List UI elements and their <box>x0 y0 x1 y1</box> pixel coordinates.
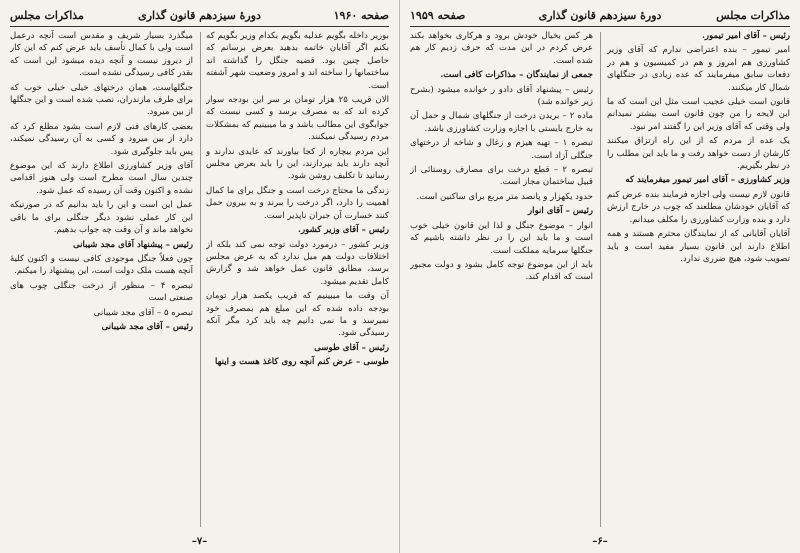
paragraph: امیر تیمور – بنده اعتراضی ندارم که آقای وزیر کشاورزی هم امروز و هم در کمیسیون و هم در دفعات سابق میفرمایند که عده زیادی در جنگلهای شمال کار میکنند. <box>607 45 790 93</box>
speaker-line: رئیس – آقای انوار <box>528 206 593 217</box>
page-label: صفحه ۱۹۵۹ <box>410 9 466 22</box>
column-divider <box>600 32 601 527</box>
speaker-line: رئیس – آقای طوسی <box>314 342 389 353</box>
paragraph: قانون لازم نیست ولی اجازه فرمایند بنده عرض کنم که آقایان خودشان مطلعند که چوب در خارج ارزش دارد و بنده وزارت کشاورزی را مکلف میدانم. <box>607 189 790 225</box>
speaker-line: رئیس – آقای وزیر کشور. <box>298 225 389 236</box>
paragraph: جنگلهاست، همان درختهای خیلی خیلی خوب که برای طرف مازندران، نصب شده است و این جنگلها از بین میرود. <box>10 82 193 118</box>
paragraph: یک عده از مردم که از این راه ارتزاق میکنند کارشان از دست خواهد رفت و ما باید این مطلب را در نظر بگیریم. <box>607 136 790 172</box>
page-number: –۶– <box>592 536 608 547</box>
closing-line: رئیس – آقای مجد شیبانی <box>101 321 193 332</box>
left-page-right-column <box>206 30 389 527</box>
speaker-line: جمعی از نمایندگان – مذاکرات کافی است. <box>440 70 593 81</box>
right-page <box>400 0 800 553</box>
paragraph: زندگی ما محتاج درخت است و جنگل برای ما کمال اهمیت را دارد، اگر درخت را ببرند و به بیرون حمل کنند خسارت آن جبران ناپذیر است. <box>206 185 389 221</box>
paragraph: انوار – موضوع جنگل و لذا این قانون خیلی خوب است و ما باید این را در نظر داشته باشیم که جنگلها سرمایه مملکت است. <box>410 220 593 256</box>
paragraph: آقایان آقایانی که از نمایندگان محترم هستند و همه اطلاع دارند این قانون بسیار مفید است و باید تصویب شود، هیچ ضرری ندارد. <box>607 229 790 264</box>
left-page-left-column <box>10 30 193 527</box>
publication-title: مذاکرات مجلس <box>716 9 790 22</box>
paragraph: بوزیر داخله بگویم عدلیه بگویم بکدام وزیر بگویم که بکنم اگر آقایان خاتمه بدهید بعرض برسانم که حاصل چنین بود. قضیه جنگل را گذاشته اند ساختمانها را ساخته اند و امروز وضعیت شهر آشفته است. <box>206 31 389 91</box>
right-page-right-column <box>607 30 790 527</box>
closing-line: طوسی – عرض کنم آنچه روی کاغذ هست و اینها <box>215 357 389 368</box>
right-page-header <box>410 8 790 27</box>
paragraph: ماده ۲ – بریدن درخت از جنگلهای شمال و حمل آن به خارج بایستی با اجازه وزارت کشاورزی باشد. <box>410 111 593 134</box>
paragraph: هر کس بخیال خودش برود و هرکاری بخواهد بکند عرض کردم در این مدت که حرف زدیم کار هم شده است. <box>410 31 593 66</box>
paragraph: این مردم بیچاره از کجا بیاورند که عایدی ندارند و آنچه دارند باید بپردازند، این را باید بعرض مجلس رسانید تا تکلیف روشن شود. <box>206 146 389 182</box>
section-title: دورهٔ سیزدهم قانون گذاری <box>538 9 662 22</box>
clause-item: تبصره ۵ – آقای مجد شیبانی <box>93 307 193 318</box>
paragraph: الان قریب ۲۵ هزار تومان بر سر این بودجه سوار کرده اند که به مصرف برسد و کسی نیست که جوابگوی این مطالب باشد و ما میبینیم که بمشکلات مردم رسیدگی نمیکنند. <box>206 95 389 143</box>
paragraph: عمل این است و این را باید بدانیم که در صورتیکه این کار عملی نشود دیگر جنگلی برای ما باقی نخواهد ماند و آن وقت چه جواب بدهیم. <box>10 200 193 236</box>
right-page-columns <box>410 30 790 527</box>
clause-item: تبصره ۴ – منظور از درخت جنگلی چوب های صنعتی است <box>10 280 193 304</box>
page-number: –۷– <box>191 536 208 547</box>
paragraph: چون فعلاً جنگل موجودی کافی نیست و اکنون کلیهٔ آنچه هست ملک دولت است، این پیشنهاد را میکنم. <box>10 253 193 277</box>
column-divider <box>200 32 201 527</box>
paragraph: حدود یکهزار و پانصد متر مربع برای ساکنین است. <box>416 191 593 202</box>
clause-item: تبصره ۲ – قطع درخت برای مصارف روستائی از قبیل ساختمان مجاز است. <box>410 165 593 188</box>
speaker-line: وزیر کشاورزی – آقای امیر تیمور میفرمایند که <box>625 175 790 186</box>
paragraph: باید از این موضوع توجه کامل بشود و دولت مجبور است که اقدام کند. <box>410 259 593 283</box>
speaker-line: رئیس – پیشنهاد آقای مجد شیبانی <box>72 239 193 250</box>
paragraph: آن وقت ما میبینیم که قریب یکصد هزار تومان بودجه داده شده که این مبلغ هم بمصرف خود نمیرسد و ما نمی دانیم چه باید کرد مگر آنکه رسیدگی شود. <box>206 291 389 339</box>
left-page-header <box>10 8 389 27</box>
publication-title: مذاکرات مجلس <box>10 9 84 22</box>
section-title: دورهٔ سیزدهم قانون گذاری <box>138 9 261 22</box>
clause-item: تبصره ۱ – تهیه هیزم و زغال و شاخه از درختهای جنگلی آزاد است. <box>410 138 593 161</box>
paragraph: بعضی کارهای فنی لازم است بشود مطلع کرد که دارد از بین میرود و کسی به آن رسیدگی نمیکند، پس باید جلوگیری شود. <box>10 121 193 157</box>
speaker-line: رئیس – آقای امیر تیمور. <box>701 31 790 41</box>
paragraph: میگذرد بسیار شریف و مقدس است آنچه درعمل است ولی با کمال تأسف باید عرض کنم که این کار از دیروز نیست و آنچه دیده میشود این است که بقدر کافی رسیدگی نشده است. <box>10 31 193 79</box>
paragraph: آقای وزیر کشاورزی اطلاع دارند که این موضوع چندین سال است مطرح است ولی هنوز اقدامی نشده و اکنون وقت آن رسیده که عمل شود. <box>10 161 193 196</box>
paragraph: رئیس – پیشنهاد آقای دادو ر خوانده میشود (بشرح زیر خوانده شد) <box>410 84 593 108</box>
paragraph: وزیر کشور – درمورد دولت توجه نمی کند بلکه از اختلافات دولت هم میل ندارد که به عرض مجلس برسد، مطابق قانون عمل خواهد شد و گزارش کامل تقدیم میشود. <box>206 239 389 287</box>
left-page-columns <box>10 30 389 527</box>
page-label: صفحه ۱۹۶۰ <box>333 9 389 22</box>
paragraph: قانون است خیلی عجیب است مثل این است که ما این لایحه را من چون قانون است بیشتر نمیدانم ولی وقتی که آقای وزیر این را گفتند امر نبود. <box>607 97 790 132</box>
right-page-left-column <box>410 30 593 527</box>
